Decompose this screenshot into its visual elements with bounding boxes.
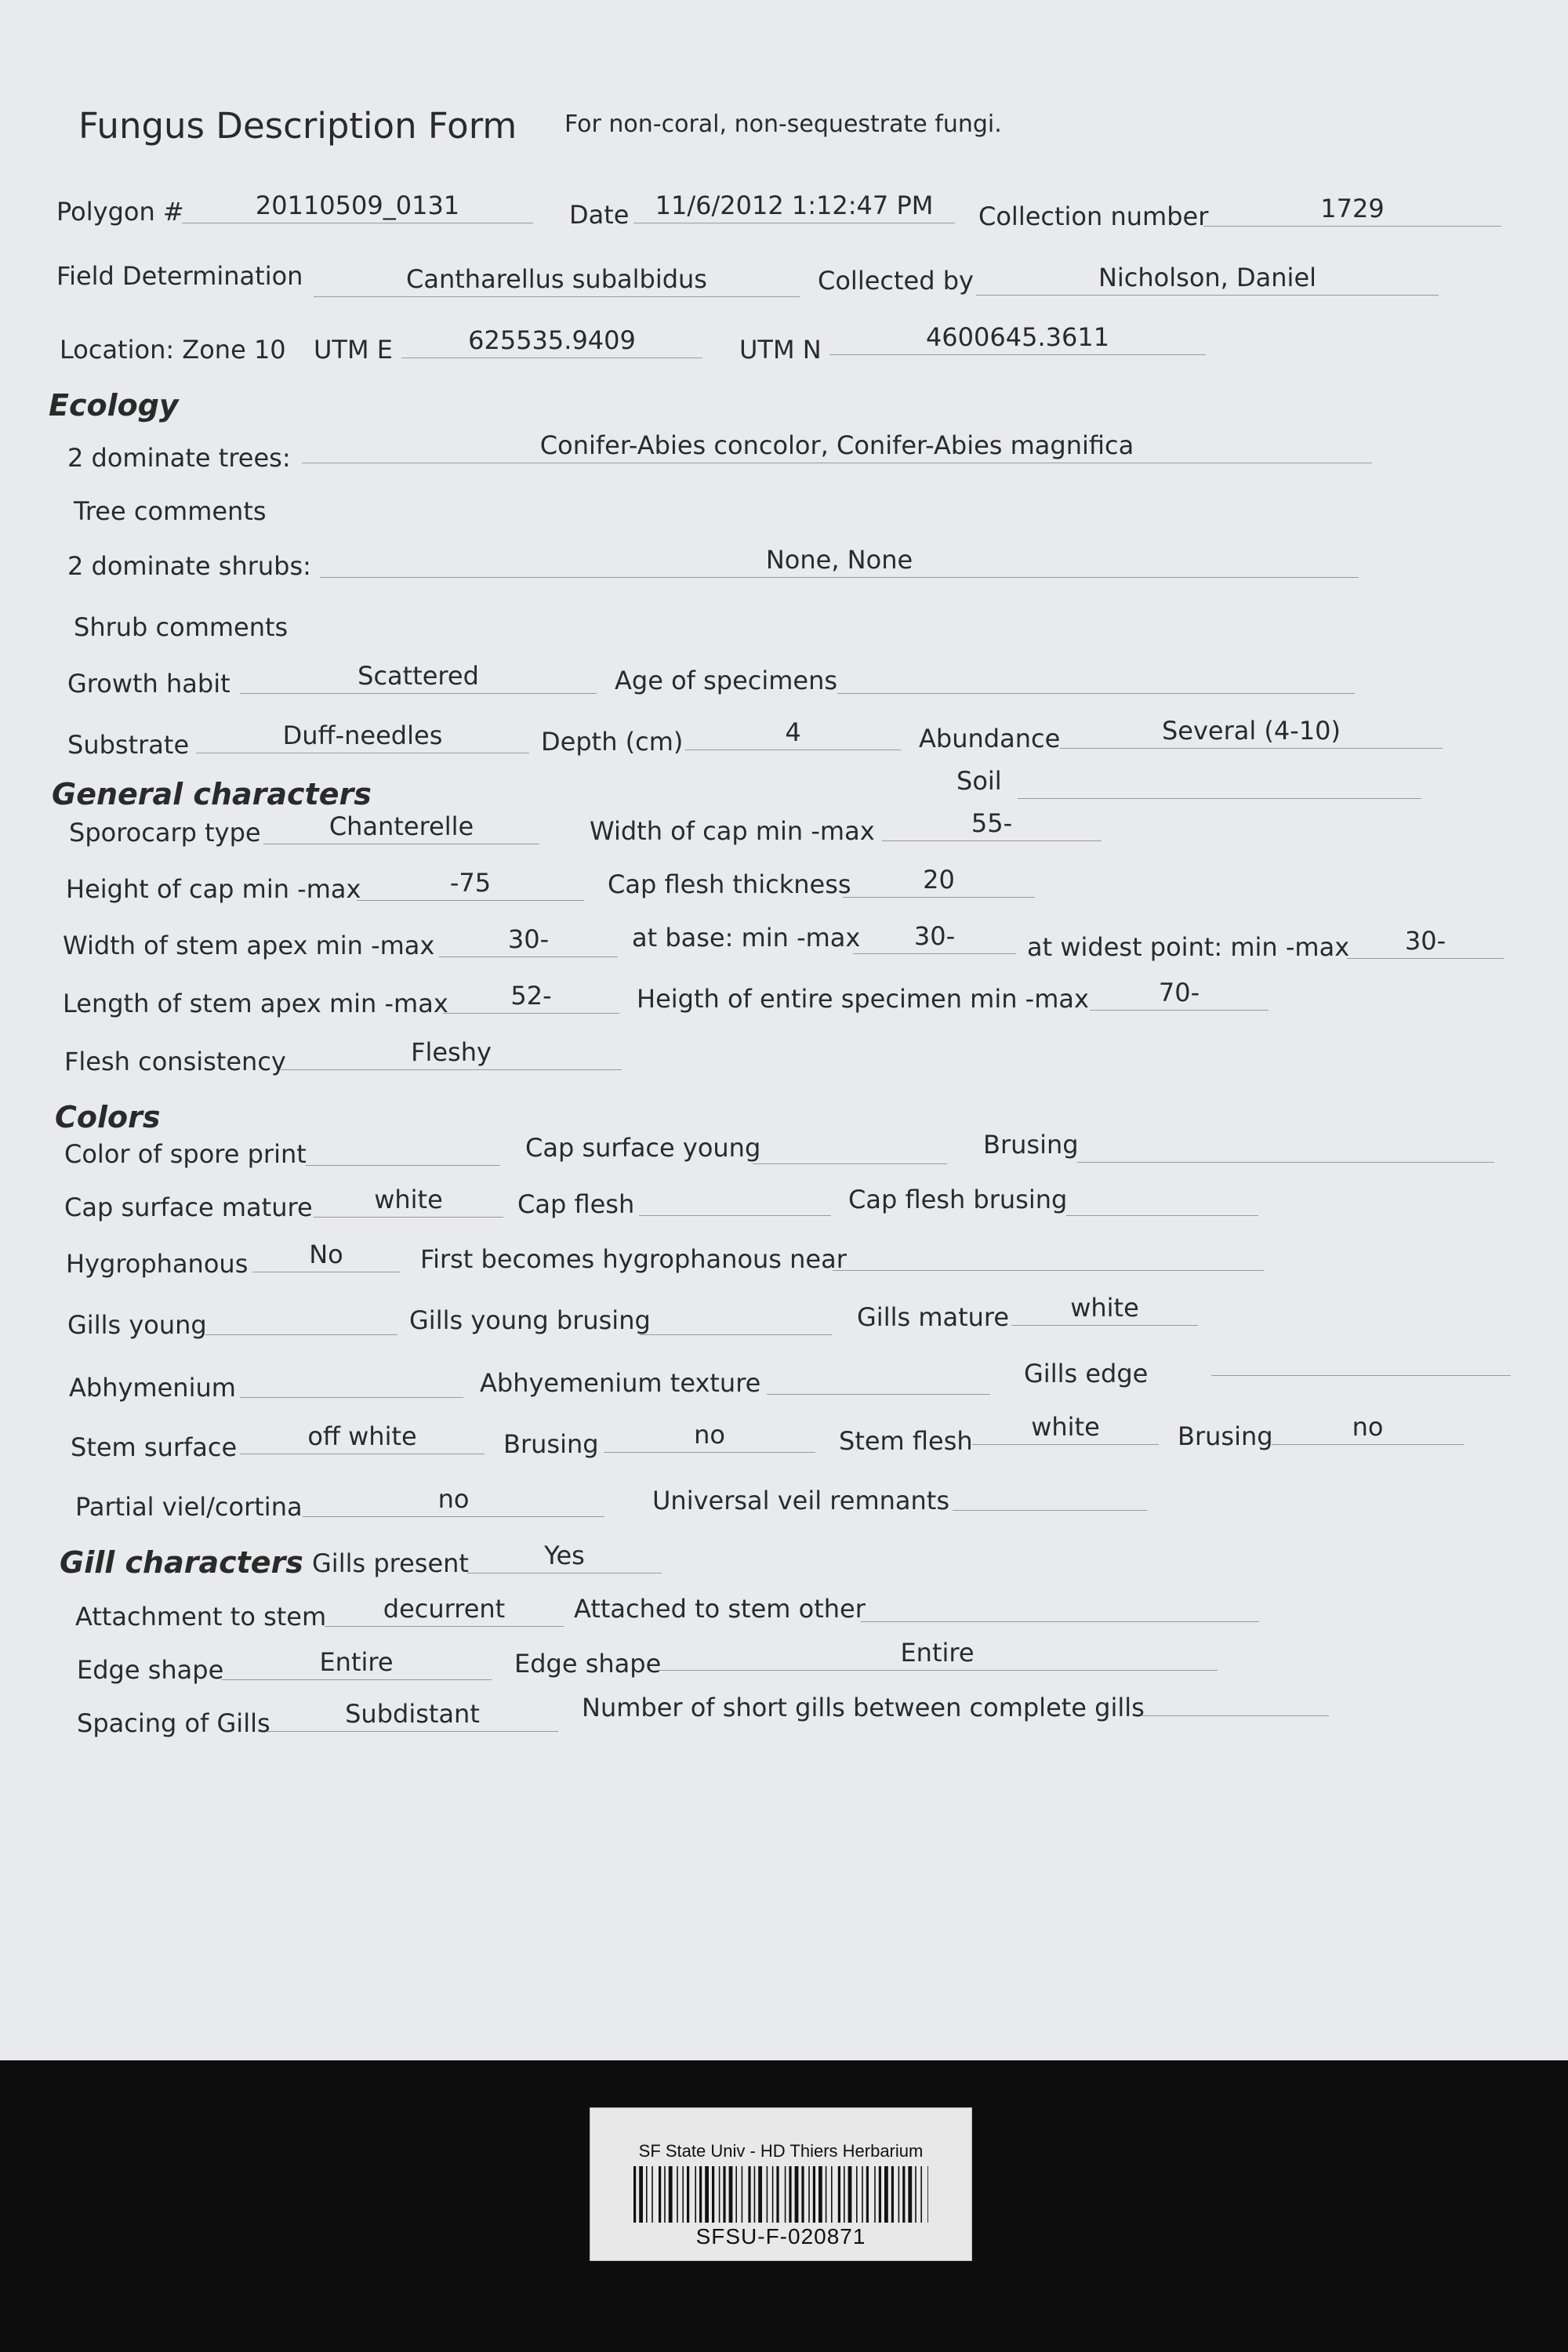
date-value: 11/6/2012 1:12:47 PM xyxy=(633,193,955,223)
stem-surface-label: Stem surface xyxy=(71,1432,238,1462)
cap-width-label: Width of cap min -max xyxy=(590,816,875,846)
widest-point-label: at widest point: min -max xyxy=(1027,932,1350,962)
hygrophanous-value: No xyxy=(252,1242,400,1272)
gill-characters-heading: Gill characters xyxy=(60,1545,303,1580)
gills-edge-label: Gills edge xyxy=(1024,1359,1149,1388)
gills-young-label: Gills young xyxy=(67,1310,207,1340)
base-width-value: 30- xyxy=(853,924,1016,954)
dominate-trees-value: Conifer-Abies concolor, Conifer-Abies magnifica xyxy=(302,433,1372,463)
spore-print-label: Color of spore print xyxy=(64,1139,307,1169)
abhymenium-texture-value xyxy=(767,1364,990,1395)
stem-flesh-brusing-label: Brusing xyxy=(1178,1421,1273,1451)
attachment-other-value xyxy=(861,1592,1259,1622)
first-hygrophanous-value xyxy=(833,1240,1264,1271)
short-gills-label: Number of short gills between complete gills xyxy=(582,1693,1145,1722)
hygrophanous-label: Hygrophanous xyxy=(66,1249,249,1279)
edge-shape-value: Entire xyxy=(221,1650,492,1680)
abhymenium-texture-label: Abhyemenium texture xyxy=(480,1368,761,1398)
growth-habit-value: Scattered xyxy=(240,663,597,694)
gill-spacing-value: Subdistant xyxy=(267,1701,558,1732)
field-determination-label: Field Determination xyxy=(56,261,303,291)
form-subtitle: For non-coral, non-sequestrate fungi. xyxy=(564,111,1002,138)
partial-veil-label: Partial viel/cortina xyxy=(75,1492,303,1522)
shrub-comments-label: Shrub comments xyxy=(74,612,289,642)
collected-by-label: Collected by xyxy=(818,266,974,296)
stem-length-label: Length of stem apex min -max xyxy=(63,989,448,1018)
abhymenium-value xyxy=(240,1367,463,1398)
cap-mature-label: Cap surface mature xyxy=(64,1192,313,1222)
gills-present-value: Yes xyxy=(467,1543,662,1573)
stem-apex-width-label: Width of stem apex min -max xyxy=(63,931,435,960)
tree-comments-label: Tree comments xyxy=(74,496,267,526)
abhymenium-label: Abhymenium xyxy=(69,1373,236,1403)
gill-spacing-label: Spacing of Gills xyxy=(77,1708,270,1738)
depth-value: 4 xyxy=(685,720,901,750)
substrate-label: Substrate xyxy=(67,730,190,760)
gills-present-label: Gills present xyxy=(312,1548,469,1578)
stem-flesh-label: Stem flesh xyxy=(839,1426,973,1456)
cap-mature-value: white xyxy=(314,1187,503,1218)
abundance-label: Abundance xyxy=(919,724,1061,753)
stem-length-value: 52- xyxy=(443,983,619,1014)
collection-number-value: 1729 xyxy=(1203,196,1501,227)
flesh-consistency-value: Fleshy xyxy=(281,1040,622,1070)
soil-value xyxy=(1018,768,1421,799)
attachment-label: Attachment to stem xyxy=(75,1602,327,1632)
polygon-value: 20110509_0131 xyxy=(182,193,533,223)
soil-label: Soil xyxy=(956,766,1002,796)
gills-young-value xyxy=(205,1305,397,1335)
utm-e-label: UTM E xyxy=(314,335,393,365)
substrate-value: Duff-needles xyxy=(196,723,529,753)
polygon-label: Polygon # xyxy=(56,197,184,227)
partial-veil-value: no xyxy=(303,1486,604,1517)
cap-height-label: Height of cap min -max xyxy=(66,874,361,904)
form-title: Fungus Description Form xyxy=(78,105,517,147)
universal-veil-label: Universal veil remnants xyxy=(652,1486,949,1515)
general-characters-heading: General characters xyxy=(52,777,372,811)
widest-point-value: 30- xyxy=(1347,928,1504,959)
field-determination-value: Cantharellus subalbidus xyxy=(314,267,800,297)
barcode xyxy=(633,2166,928,2223)
cap-flesh-brusing-value xyxy=(1066,1185,1258,1216)
specimen-code: SFSU-F-020871 xyxy=(695,2224,866,2249)
universal-veil-value xyxy=(953,1480,1147,1511)
short-gills-value xyxy=(1141,1686,1329,1716)
date-label: Date xyxy=(569,200,630,230)
cap-young-label: Cap surface young xyxy=(525,1133,761,1163)
gills-young-brusing-label: Gills young brusing xyxy=(409,1305,651,1335)
age-of-specimens-value xyxy=(837,663,1355,694)
stem-brusing-label: Brusing xyxy=(503,1429,599,1459)
cap-flesh-value xyxy=(639,1185,831,1216)
first-hygrophanous-label: First becomes hygrophanous near xyxy=(420,1244,847,1274)
cap-young-value xyxy=(753,1134,947,1164)
collected-by-value: Nicholson, Daniel xyxy=(976,265,1439,296)
specimen-height-value: 70- xyxy=(1090,980,1269,1011)
cap-height-value: -75 xyxy=(357,870,584,901)
stem-flesh-brusing-value: no xyxy=(1272,1414,1464,1445)
sporocarp-type-value: Chanterelle xyxy=(263,814,539,844)
growth-habit-label: Growth habit xyxy=(67,669,230,699)
utm-e-value: 625535.9409 xyxy=(401,328,702,358)
gills-mature-value: white xyxy=(1011,1295,1198,1326)
sporocarp-type-label: Sporocarp type xyxy=(69,818,261,848)
attachment-other-label: Attached to stem other xyxy=(574,1594,866,1624)
edge-shape-value-2: Entire xyxy=(657,1640,1218,1671)
cap-flesh-label: Cap flesh xyxy=(517,1189,635,1219)
gills-young-brusing-value xyxy=(640,1305,832,1335)
dominate-shrubs-value: None, None xyxy=(320,547,1359,578)
base-width-label: at base: min -max xyxy=(632,923,861,953)
cap-flesh-thickness-label: Cap flesh thickness xyxy=(608,869,851,899)
spore-print-value xyxy=(306,1135,500,1166)
stem-brusing-value: no xyxy=(604,1422,815,1453)
colors-heading: Colors xyxy=(55,1100,161,1134)
herbarium-label xyxy=(590,2107,972,2261)
location-label: Location: Zone 10 xyxy=(60,335,286,365)
age-of-specimens-label: Age of specimens xyxy=(615,666,838,695)
stem-apex-width-value: 30- xyxy=(439,927,618,957)
cap-flesh-brusing-label: Cap flesh brusing xyxy=(848,1185,1068,1214)
brusing-value-1 xyxy=(1077,1132,1494,1163)
dominate-shrubs-label: 2 dominate shrubs: xyxy=(67,551,311,581)
abundance-value: Several (4-10) xyxy=(1060,718,1443,749)
specimen-height-label: Heigth of entire specimen min -max xyxy=(637,984,1089,1014)
dominate-trees-label: 2 dominate trees: xyxy=(67,443,291,473)
collection-number-label: Collection number xyxy=(978,201,1209,231)
cap-flesh-thickness-value: 20 xyxy=(843,867,1035,898)
herbarium-name: SF State Univ - HD Thiers Herbarium xyxy=(638,2141,924,2161)
utm-n-value: 4600645.3611 xyxy=(829,325,1206,355)
ecology-heading: Ecology xyxy=(49,388,179,423)
stem-flesh-value: white xyxy=(972,1414,1159,1445)
gills-edge-value xyxy=(1211,1345,1511,1376)
edge-shape-label-2: Edge shape xyxy=(514,1649,662,1679)
brusing-label-1: Brusing xyxy=(983,1130,1079,1160)
depth-label: Depth (cm) xyxy=(541,727,684,757)
cap-width-value: 55- xyxy=(882,811,1102,841)
edge-shape-label: Edge shape xyxy=(77,1655,224,1685)
stem-surface-value: off white xyxy=(240,1424,485,1454)
gills-mature-label: Gills mature xyxy=(857,1302,1010,1332)
utm-n-label: UTM N xyxy=(739,335,822,365)
attachment-value: decurrent xyxy=(325,1596,564,1627)
flesh-consistency-label: Flesh consistency xyxy=(64,1047,286,1076)
